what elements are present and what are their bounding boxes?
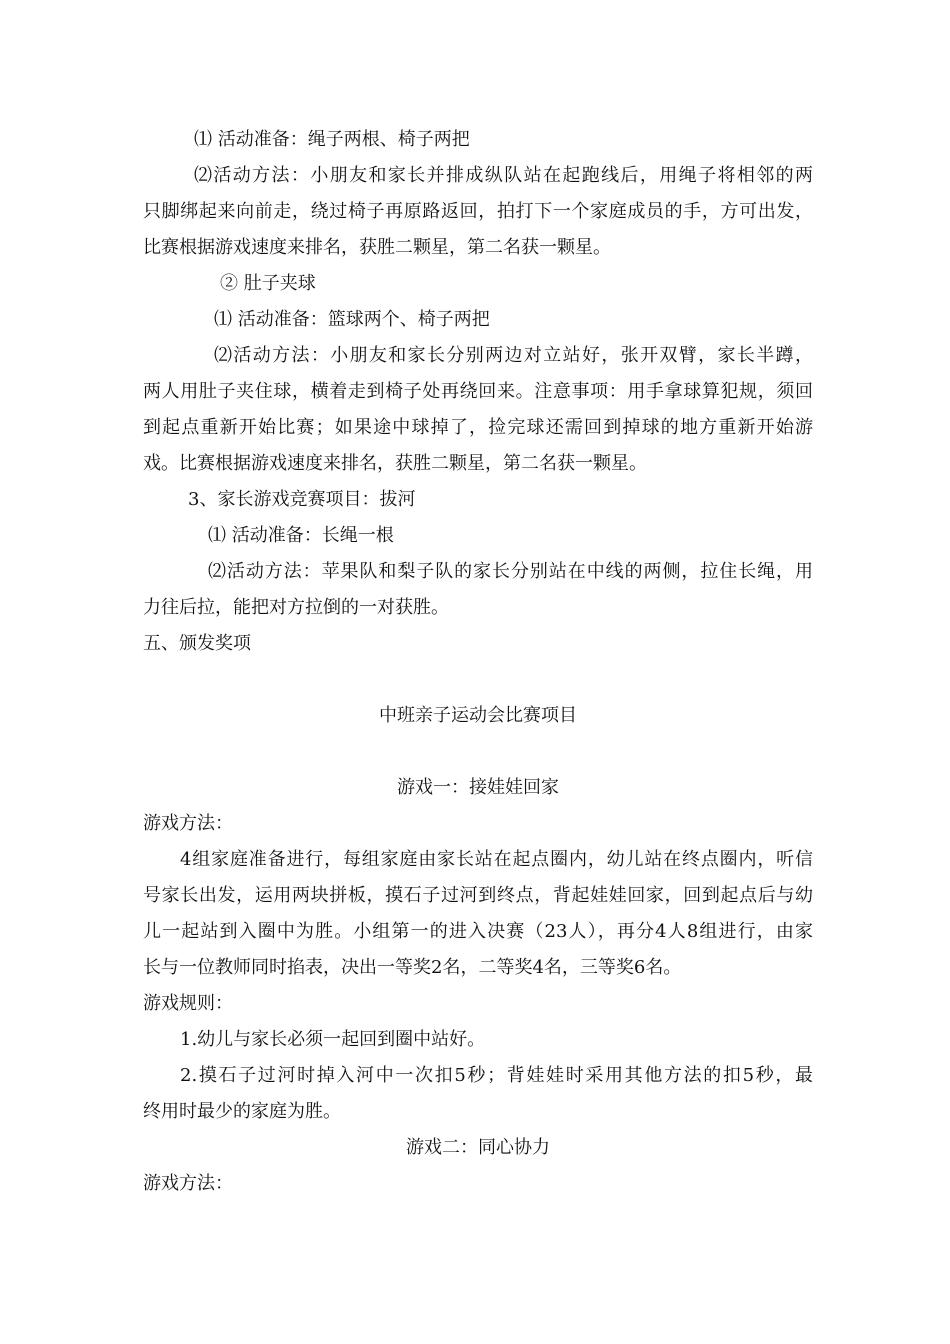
paragraph-line: ⑵活动方法：小朋友和家长分别两边对立站好，张开双臂，家长半蹲，: [214, 345, 813, 366]
paragraph-line: 只脚绑起来向前走，绕过椅子再原路返回，拍打下一个家庭成员的手，方可出发，: [143, 201, 813, 222]
label-heading: 游戏方法：: [143, 813, 233, 834]
paragraph-line: ⑵活动方法：苹果队和梨子队的家长分别站在中线的两侧，拉住长绳，用: [208, 561, 813, 582]
paragraph-line: 到起点重新开始比赛；如果途中球掉了，捡完球还需回到掉球的地方重新开始游: [143, 417, 813, 438]
label-heading: 游戏规则：: [143, 993, 233, 1014]
game-title: 游戏二：同心协力: [406, 1137, 550, 1158]
paragraph-line: ⑵活动方法：小朋友和家长并排成纵队站在起跑线后，用绳子将相邻的两: [194, 165, 813, 186]
rule-item: 1.幼儿与家长必须一起回到圈中站好。: [180, 1029, 486, 1050]
paragraph-line: 4组家庭准备进行，每组家庭由家长站在起点圈内，幼儿站在终点圈内，听信: [180, 849, 813, 870]
paragraph-line: 比赛根据游戏速度来排名，获胜二颗星，第二名获一颗星。: [143, 237, 611, 258]
section-heading: 五、颁发奖项: [143, 633, 251, 654]
paragraph-line: ⑴ 活动准备：长绳一根: [208, 525, 394, 546]
paragraph-line: ⑴ 活动准备：篮球两个、椅子两把: [214, 309, 490, 330]
paragraph-line: 儿一起站到入圈中为胜。小组第一的进入决赛（23人），再分4人8组进行，由家: [143, 921, 813, 942]
paragraph-line: 力往后拉，能把对方拉倒的一对获胜。: [143, 597, 449, 618]
label-heading: 游戏方法：: [143, 1173, 233, 1194]
paragraph-line: 号家长出发，运用两块拼板，摸石子过河到终点，背起娃娃回家，回到起点后与幼: [143, 885, 813, 906]
game-title: 游戏一：接娃娃回家: [397, 777, 559, 798]
subheading: 3、家长游戏竞赛项目：拔河: [188, 489, 416, 510]
page-title: 中班亲子运动会比赛项目: [379, 705, 577, 726]
subheading: ② 肚子夹球: [220, 273, 316, 294]
paragraph-line: 长与一位教师同时掐表，决出一等奖2名，二等奖4名，三等奖6名。: [143, 957, 682, 978]
paragraph-line: 戏。比赛根据游戏速度来排名，获胜二颗星，第二名获一颗星。: [143, 453, 647, 474]
paragraph-line: 终用时最少的家庭为胜。: [143, 1101, 341, 1122]
paragraph-line: ⑴ 活动准备：绳子两根、椅子两把: [194, 129, 470, 150]
paragraph-line: 两人用肚子夹住球，横着走到椅子处再绕回来。注意事项：用手拿球算犯规，须回: [143, 381, 813, 402]
rule-item: 2.摸石子过河时掉入河中一次扣5秒；背娃娃时采用其他方法的扣5秒，最: [180, 1065, 813, 1086]
